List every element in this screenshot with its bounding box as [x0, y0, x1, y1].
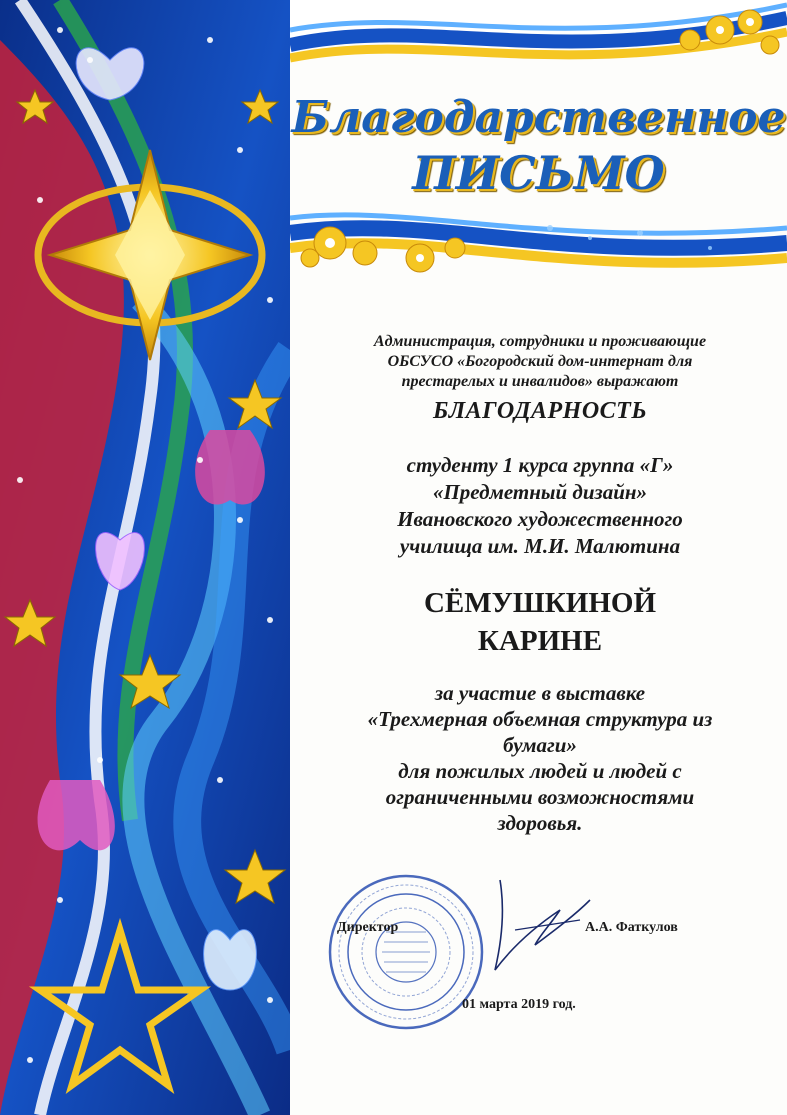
intro-line: престарелых и инвалидов» выражают [401, 373, 679, 390]
reason-line: ограниченными возможностями [385, 785, 695, 809]
recipient-paragraph [300, 452, 780, 560]
director-label: Директор [337, 920, 399, 935]
director-name: А.А. Фаткулов [585, 920, 678, 935]
recipient-name [300, 584, 780, 660]
reason-line: за участие в выставке [434, 681, 646, 705]
recipient-line: студенту 1 курса группа «Г» [406, 453, 674, 477]
intro-paragraph [300, 332, 780, 392]
decorative-sidebar [0, 0, 290, 1115]
reason-line: «Трехмерная объемная структура из [367, 707, 713, 731]
decorative-banner-bottom [290, 198, 787, 293]
surname: СЁМУШКИНОЙ [423, 587, 657, 619]
recipient-line: Ивановского художественного [397, 507, 683, 531]
intro-line: Администрация, сотрудники и проживающие [373, 333, 707, 350]
intro-line: ОБСУСО «Богородский дом-интернат для [387, 353, 693, 370]
first-name: КАРИНЕ [477, 625, 603, 657]
director-signature [480, 870, 600, 980]
recipient-line: училища им. М.И. Малютина [399, 534, 681, 558]
reason-line: здоровья. [497, 811, 583, 835]
issue-date: 01 марта 2019 год. [462, 997, 576, 1012]
gratitude-heading: БЛАГОДАРНОСТЬ [432, 398, 648, 424]
recipient-line: «Предметный дизайн» [432, 480, 648, 504]
reason-line: бумаги» [503, 733, 577, 757]
reason-paragraph [300, 680, 780, 836]
title-line-2: ПИСЬМО [412, 146, 665, 200]
title-line-1: Благодарственное [291, 92, 786, 143]
reason-line: для пожилых людей и людей с [398, 759, 682, 783]
decorative-banner-top [290, 0, 787, 85]
